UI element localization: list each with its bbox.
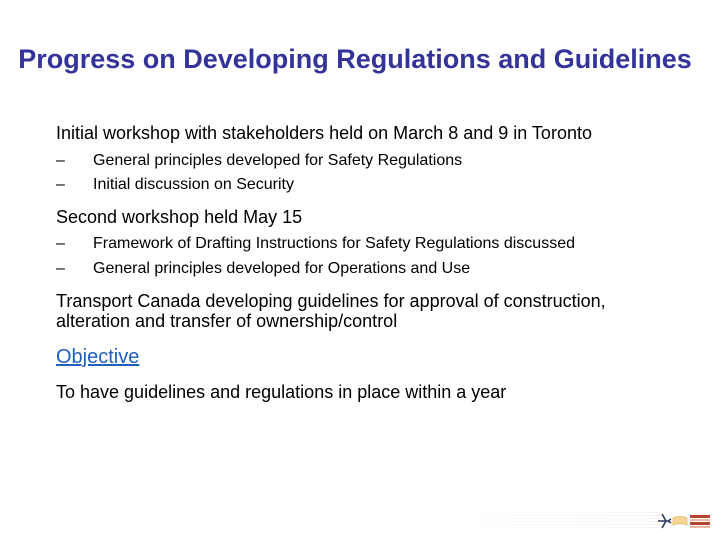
dash-marker: – [56, 152, 65, 169]
sub-bullet-security: – Initial discussion on Security [56, 176, 294, 193]
slide-title: Progress on Developing Regulations and Guidelines [18, 44, 692, 74]
bullet-initial-workshop: Initial workshop with stakeholders held on March 8 and 9 in Toronto [56, 123, 592, 143]
dash-marker: – [56, 176, 65, 193]
dash-marker: – [56, 260, 65, 277]
dash-marker: – [56, 235, 65, 252]
airplane-flag-logo-icon [656, 510, 716, 532]
bullet-second-workshop: Second workshop held May 15 [56, 207, 303, 227]
sub-bullet-safety-principles: – General principles developed for Safety Regulations [56, 152, 463, 169]
sub-bullet-operations-use: – General principles developed for Operations and Use [56, 260, 471, 277]
footer-decorative-stripes [460, 512, 660, 528]
bullet-transport-canada-line1: Transport Canada developing guidelines for approval of construction, [56, 291, 606, 311]
sub-bullet-drafting-framework: – Framework of Drafting Instructions for Safety Regulations discussed [56, 235, 575, 252]
bullet-transport-canada-line2: alteration and transfer of ownership/control [56, 311, 398, 331]
objective-text: To have guidelines and regulations in place within a year [56, 382, 507, 402]
objective-link[interactable]: Objective [56, 346, 140, 368]
